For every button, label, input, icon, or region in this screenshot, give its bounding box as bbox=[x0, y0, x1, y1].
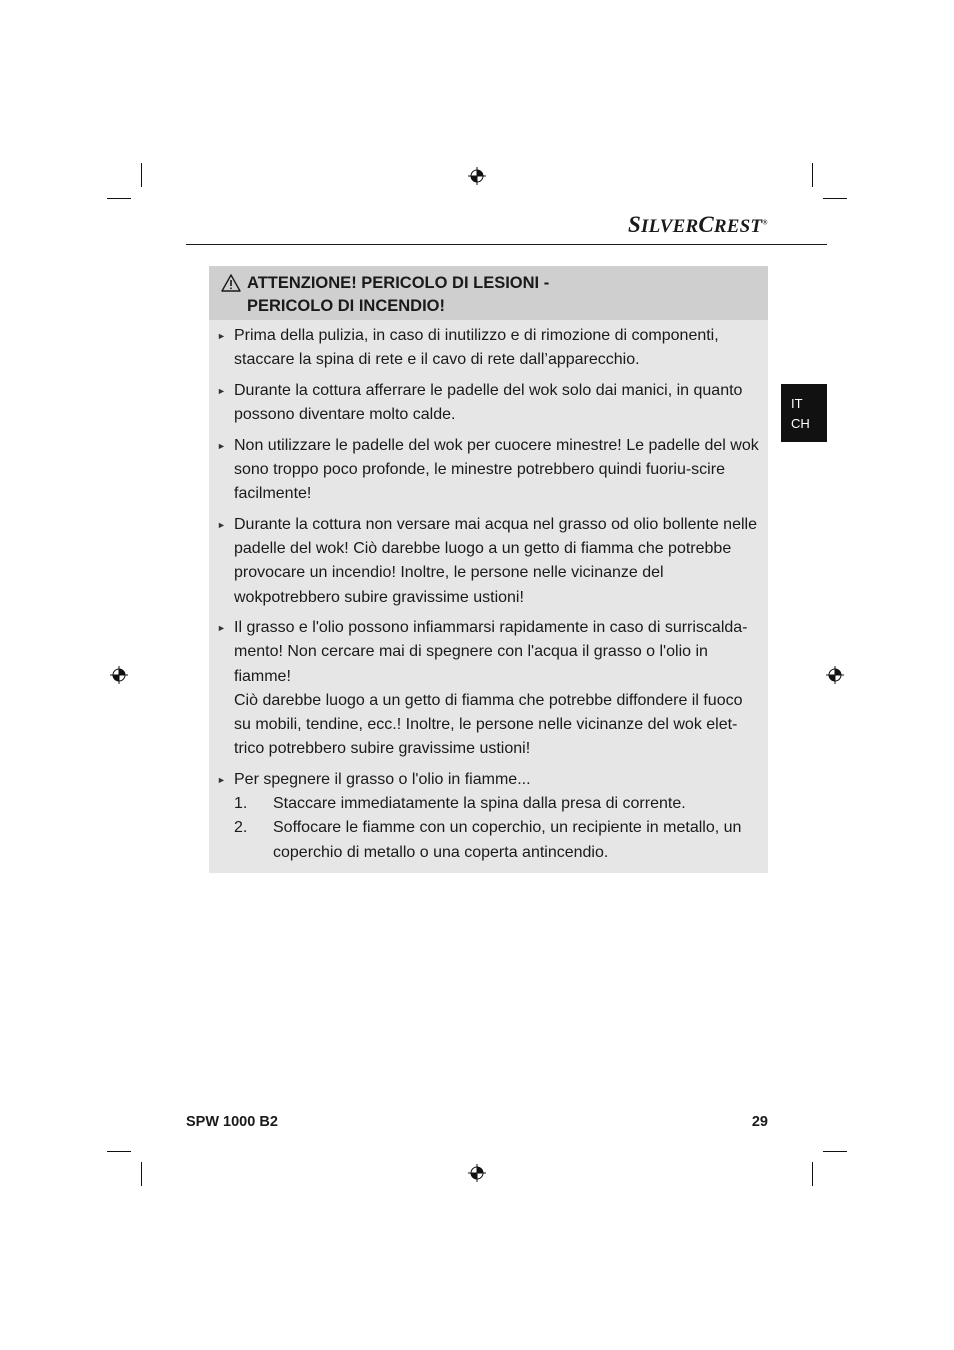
list-item: ► Il grasso e l'olio possono infiammarsi rapidamente in caso di surriscalda-mento! Non cercare mai di spegnere con l'acqua il grasso o l'olio in fiamme! Ciò darebbe luogo a un getto di fiamma che potrebbe diffondere il fuoco su mobili, tendine, ecc.! Inoltre, le persone nelle vicinanze del wok elet-trico potrebbero subire gravissime ustioni! bbox=[209, 616, 768, 761]
footer-model-number: SPW 1000 B2 bbox=[186, 1114, 278, 1130]
crop-mark bbox=[141, 1162, 142, 1186]
crop-mark bbox=[812, 163, 813, 187]
warning-box bbox=[209, 266, 768, 873]
warning-triangle-icon bbox=[221, 274, 241, 292]
bullet-arrow-icon: ► bbox=[217, 440, 226, 451]
bullet-arrow-icon: ► bbox=[217, 331, 226, 341]
registration-mark-icon bbox=[110, 666, 128, 684]
crop-mark bbox=[141, 163, 142, 187]
registration-mark-icon bbox=[468, 167, 486, 185]
list-item: ► Non utilizzare le padelle del wok per cuocere minestre! Le padelle del wok sono troppo poco profonde, le minestre potrebbero quindi fuoriu-scire facilmente! bbox=[209, 434, 768, 507]
crop-mark bbox=[107, 198, 131, 199]
language-code-ch: CH bbox=[791, 416, 810, 431]
list-item-continuation: Ciò darebbe luogo a un getto di fiamma che potrebbe diffondere il fuoco su mobili, tendine, ecc.! Inoltre, le persone nelle vicinanze del wok elet-trico potrebbero subire gravissime ustioni! bbox=[234, 691, 743, 758]
numbered-step: 1. Staccare immediatamente la spina dalla presa di corrente. bbox=[234, 795, 686, 813]
bullet-arrow-icon: ► bbox=[217, 774, 226, 785]
bullet-arrow-icon: ► bbox=[217, 385, 226, 396]
bullet-arrow-icon: ► bbox=[217, 623, 226, 634]
warning-title: ATTENZIONE! PERICOLO DI LESIONI - PERICOLO DI INCENDIO! bbox=[247, 274, 550, 315]
warning-list bbox=[209, 324, 768, 871]
language-code-it: IT bbox=[791, 396, 803, 411]
crop-mark bbox=[823, 198, 847, 199]
crop-mark bbox=[823, 1151, 847, 1152]
page-number: 29 bbox=[751, 1114, 768, 1130]
crop-mark bbox=[812, 1162, 813, 1186]
warning-header bbox=[209, 266, 768, 320]
numbered-steps bbox=[234, 792, 762, 865]
list-item: ► Durante la cottura non versare mai acqua nel grasso od olio bollente nelle padelle del wok! Ciò darebbe luogo a un getto di fiamma che potrebbe provocare un incendio! Inoltre, le persone nelle vicinanze del wokpotrebbero subire gravissime ustioni! bbox=[209, 513, 768, 610]
bullet-arrow-icon: ► bbox=[217, 519, 226, 530]
brand-logo: SILVERCREST® bbox=[628, 212, 768, 237]
registration-mark-icon bbox=[468, 1164, 486, 1182]
numbered-step: 2. Soffocare le fiamme con un coperchio, un recipiente in metallo, un coperchio di metallo o una coperta antincendio. bbox=[234, 819, 742, 861]
registration-mark-icon bbox=[826, 666, 844, 684]
list-item: ► Durante la cottura afferrare le padelle del wok solo dai manici, in quanto possono diventare molto calde. bbox=[209, 379, 768, 427]
language-tab bbox=[781, 384, 827, 442]
crop-mark bbox=[107, 1151, 131, 1152]
list-item: ► Prima della pulizia, in caso di inutilizzo e di rimozione di componenti, staccare la spina di rete e il cavo di rete dall’apparecchio. bbox=[209, 324, 768, 372]
list-item: ► Per spegnere il grasso o l'olio in fiamme... 1. Staccare immediatamente la spina dalla presa di corrente. 2. Soffocare le fiamme con un coperchio, un recipiente in metallo, un coperchio di metallo o una coperta antincendio. bbox=[209, 768, 768, 865]
header-rule bbox=[186, 244, 827, 245]
